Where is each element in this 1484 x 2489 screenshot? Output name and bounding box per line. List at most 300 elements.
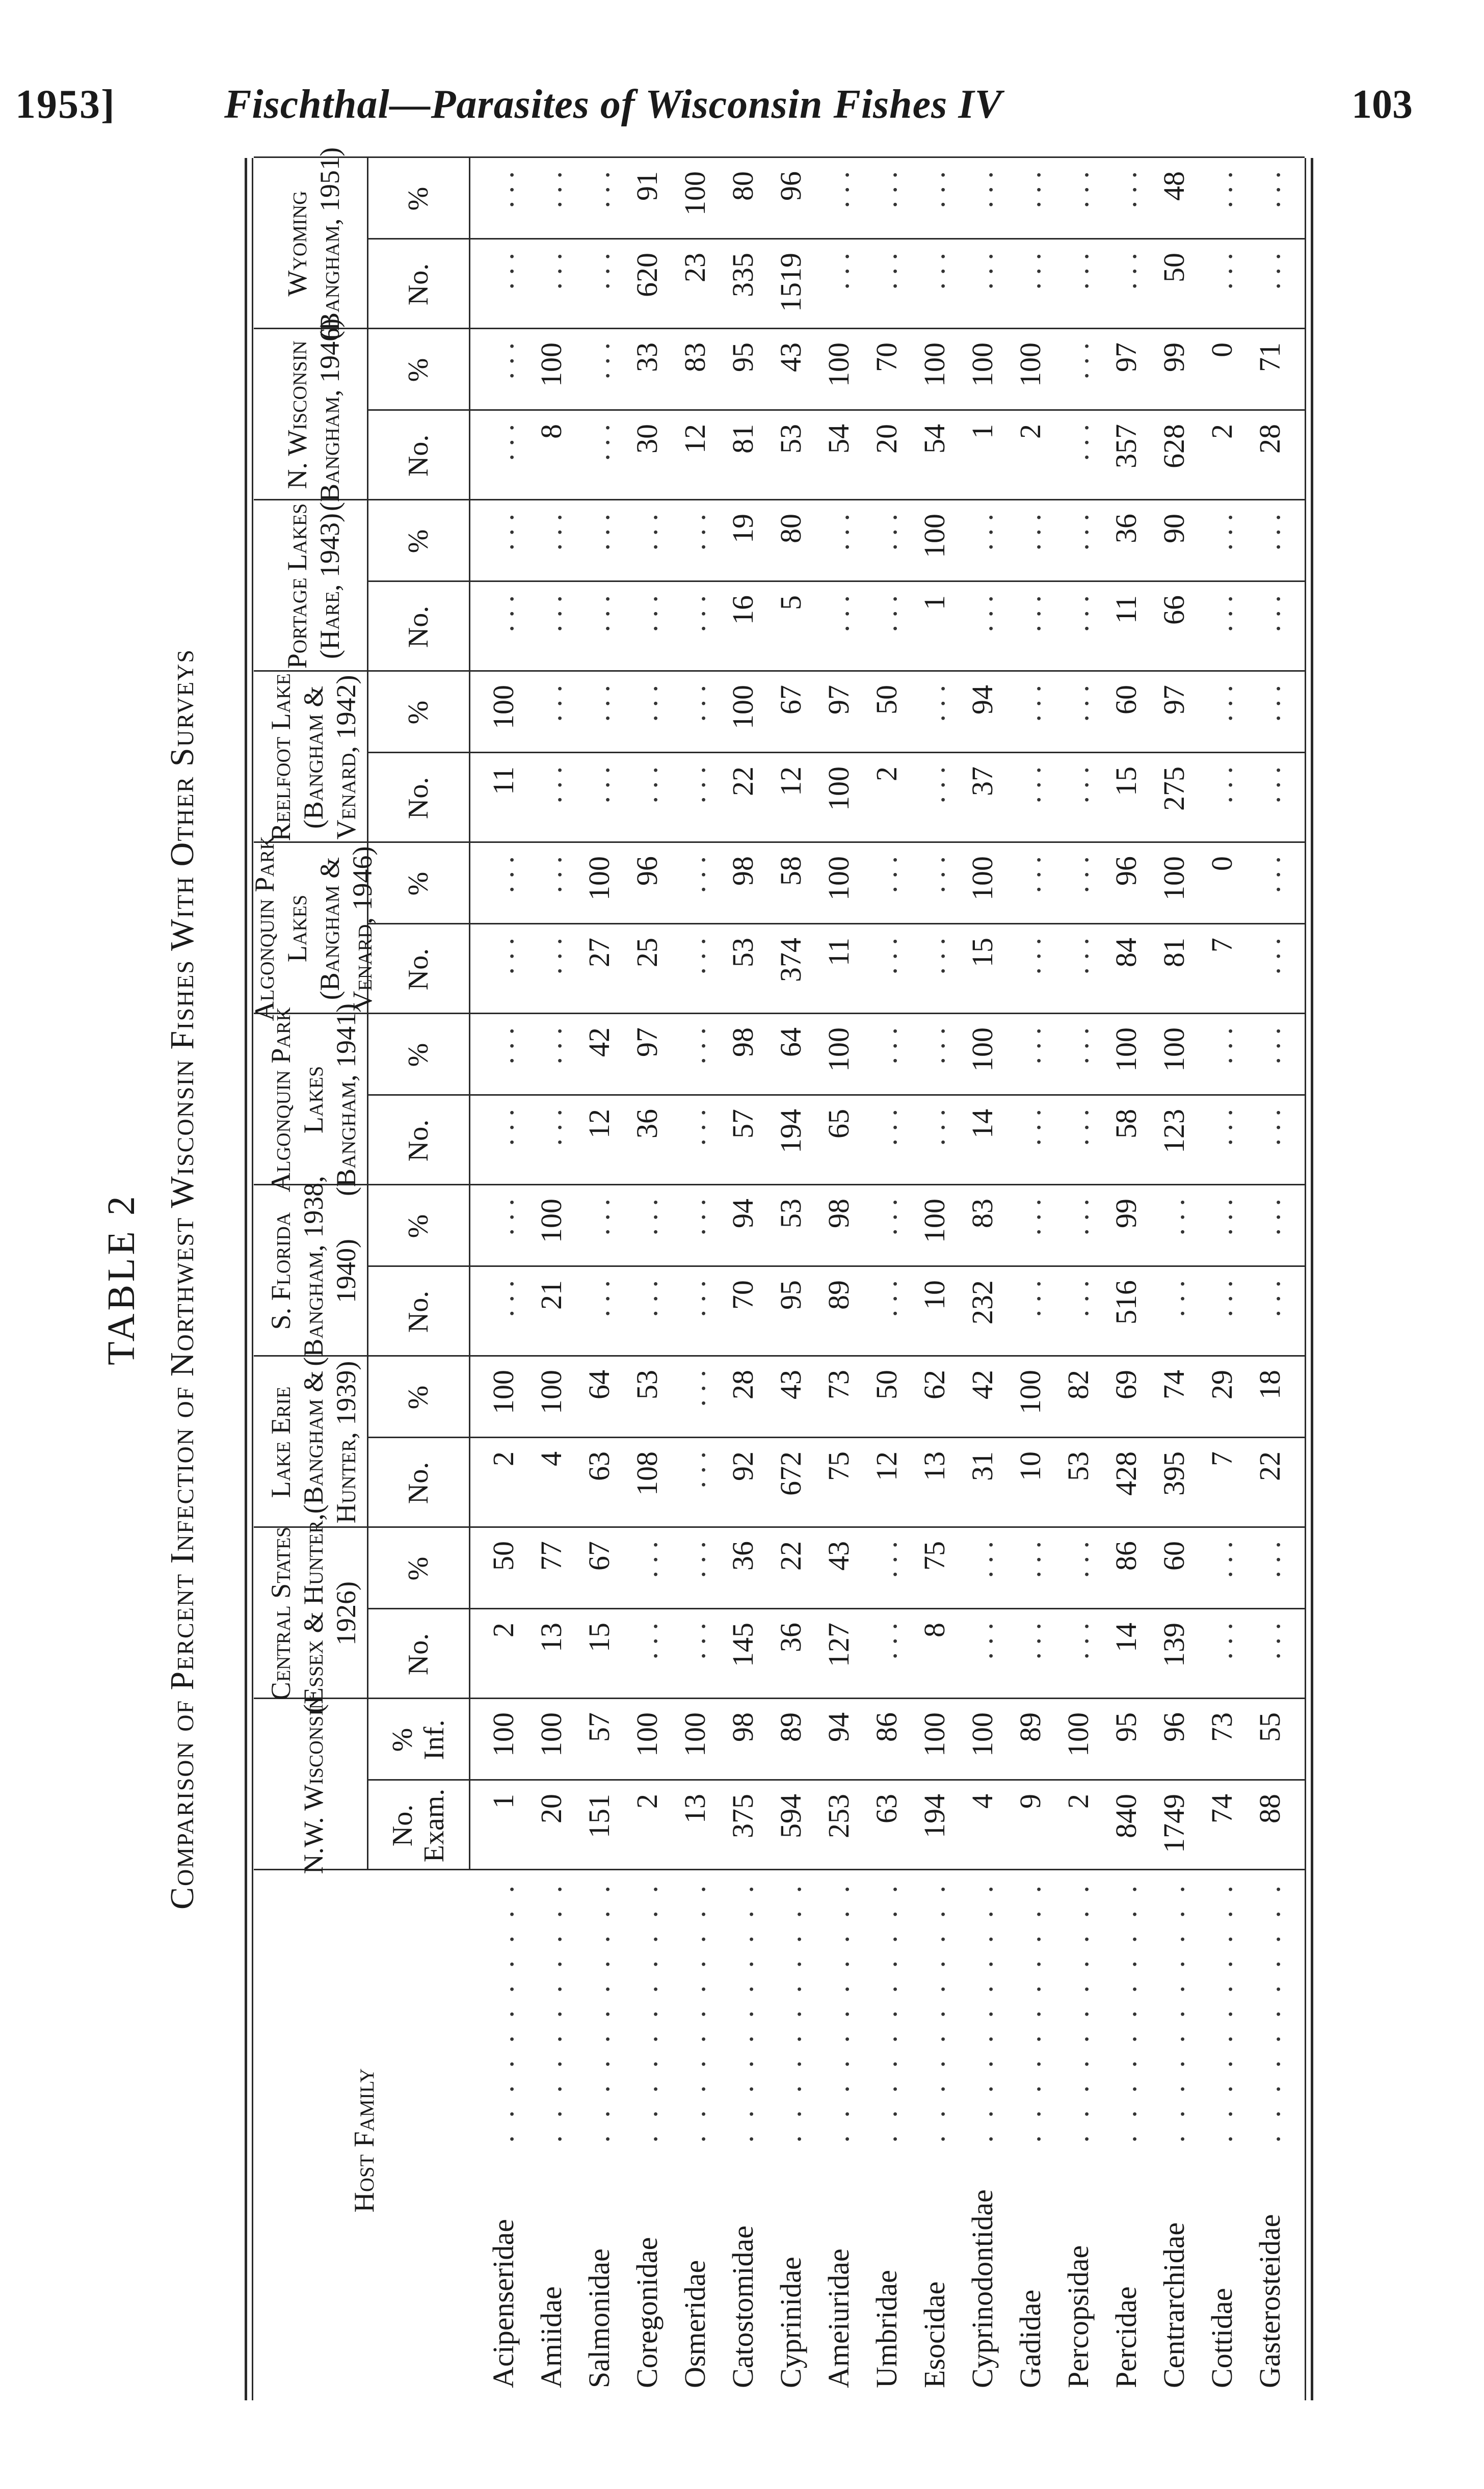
empty-cell-dots: . . . [870, 595, 903, 632]
percent-cell: 50 [870, 685, 903, 714]
percent-cell: 100 [1157, 856, 1190, 901]
percent-cell: 33 [630, 342, 664, 372]
percent-cell: 100 [966, 1712, 999, 1757]
percent-cell: 77 [535, 1541, 568, 1571]
host-family-name: Esocidae [918, 2281, 951, 2388]
count-cell: 1 [487, 1794, 520, 1809]
count-cell: 84 [1109, 938, 1143, 967]
empty-cell-dots: . . . [582, 253, 616, 290]
page-number: 103 [1352, 82, 1413, 127]
empty-cell-dots: . . . [966, 514, 999, 551]
subheader-text: % [403, 871, 434, 896]
percent-cell: 60 [1109, 685, 1143, 714]
empty-cell-dots: . . . [487, 171, 520, 208]
percent-cell: 100 [918, 1712, 951, 1757]
rotated-table-block [61, 147, 1315, 2400]
column-group-header [249, 836, 378, 1021]
percent-cell: 83 [678, 342, 711, 372]
count-cell: 7 [1205, 938, 1238, 952]
column-group-header [262, 1513, 364, 1714]
subheader-percent [370, 329, 467, 411]
empty-cell-dots: . . . [870, 1109, 903, 1146]
empty-cell-dots: . . . [870, 253, 903, 290]
empty-cell-dots: . . . [487, 514, 520, 551]
subheader-percent [370, 672, 467, 753]
empty-cell-dots: . . . [1062, 514, 1095, 551]
percent-cell: 73 [1205, 1712, 1238, 1742]
percent-cell: 100 [487, 685, 520, 729]
percent-cell: 82 [1062, 1370, 1095, 1399]
empty-cell-dots: . . . [1062, 685, 1095, 722]
count-cell: 53 [726, 938, 759, 967]
percent-cell: 96 [630, 856, 664, 886]
count-cell: 4 [535, 1451, 568, 1466]
percent-cell: 50 [487, 1541, 520, 1571]
table-caption: Comparison of Percent Infection of Northwest Wisconsin Fishes With Other Surveys [164, 649, 201, 1910]
count-cell: 20 [535, 1794, 568, 1823]
subheader-text: % [403, 358, 434, 382]
percent-cell: 100 [535, 1370, 568, 1414]
column-group-header-line: 1940) [331, 1239, 361, 1303]
count-cell: 108 [630, 1451, 664, 1496]
empty-cell-dots: . . . [678, 1109, 711, 1146]
empty-cell-dots: . . . [1253, 595, 1286, 632]
percent-cell: 22 [774, 1541, 807, 1571]
empty-cell-dots: . . . [1062, 253, 1095, 290]
column-group-header-line: Lakes [282, 894, 312, 963]
percent-cell: 60 [1157, 1541, 1190, 1571]
column-group-header-line: N. Wisconsin [282, 340, 312, 489]
empty-cell-dots: . . . [535, 856, 568, 893]
column-group-header [262, 147, 364, 340]
count-cell: 100 [822, 766, 855, 811]
percent-cell: 94 [726, 1199, 759, 1228]
percent-cell: 100 [487, 1370, 520, 1414]
subheader-no [370, 924, 467, 1014]
subheader-rule [469, 158, 470, 1870]
leader-dots: . . . . . . . . . . . [1205, 1881, 1238, 2143]
empty-cell-dots: . . . [1062, 1027, 1095, 1065]
empty-cell-dots: . . . [535, 766, 568, 804]
empty-cell-dots: . . . [487, 342, 520, 380]
count-cell: 10 [918, 1280, 951, 1310]
empty-cell-dots: . . . [678, 766, 711, 804]
subheader-text: No. [403, 1290, 434, 1333]
empty-cell-dots: . . . [918, 253, 951, 290]
percent-cell: 100 [535, 342, 568, 387]
count-cell: 12 [582, 1109, 616, 1138]
host-family-name: Gadidae [1014, 2289, 1047, 2388]
count-cell: 22 [1253, 1451, 1286, 1481]
column-group-header-line: Hunter, 1939) [331, 1361, 361, 1524]
empty-cell-dots: . . . [1062, 1109, 1095, 1146]
percent-cell: 96 [1109, 856, 1143, 886]
empty-cell-dots: . . . [1014, 1027, 1047, 1065]
empty-cell-dots: . . . [1253, 1541, 1286, 1578]
percent-cell: 50 [870, 1370, 903, 1399]
empty-cell-dots: . . . [678, 1199, 711, 1236]
empty-cell-dots: . . . [1253, 1623, 1286, 1660]
count-cell: 21 [535, 1280, 568, 1310]
empty-cell-dots: . . . [1157, 1280, 1190, 1317]
count-cell: 151 [582, 1794, 616, 1838]
percent-cell: 58 [774, 856, 807, 886]
host-family-name: Percidae [1109, 2286, 1143, 2388]
subheader-no [370, 753, 467, 843]
subheader-text: No. [403, 1119, 434, 1162]
host-family-name: Amiidae [535, 2286, 568, 2388]
percent-cell: 98 [726, 1712, 759, 1742]
count-cell: 54 [918, 424, 951, 454]
empty-cell-dots: . . . [1014, 1199, 1047, 1236]
empty-cell-dots: . . . [535, 1027, 568, 1065]
subheader-percent [370, 1185, 467, 1267]
empty-cell-dots: . . . [1205, 1199, 1238, 1236]
empty-cell-dots: . . . [535, 1109, 568, 1146]
count-cell: 395 [1157, 1451, 1190, 1496]
subheader-percent [370, 1528, 467, 1609]
empty-cell-dots: . . . [487, 1109, 520, 1146]
empty-cell-dots: . . . [918, 938, 951, 975]
count-cell: 53 [1062, 1451, 1095, 1481]
empty-cell-dots: . . . [1253, 171, 1286, 208]
empty-cell-dots: . . . [678, 1451, 711, 1489]
count-cell: 2 [1062, 1794, 1095, 1809]
empty-cell-dots: . . . [1014, 856, 1047, 893]
empty-cell-dots: . . . [582, 514, 616, 551]
count-cell: 4 [966, 1794, 999, 1809]
count-cell: 22 [726, 766, 759, 796]
empty-cell-dots: . . . [487, 1280, 520, 1317]
empty-cell-dots: . . . [487, 938, 520, 975]
percent-cell: 100 [678, 171, 711, 216]
subheader-percent [370, 1699, 467, 1781]
empty-cell-dots: . . . [966, 171, 999, 208]
percent-cell: 100 [1062, 1712, 1095, 1757]
empty-cell-dots: . . . [535, 514, 568, 551]
count-cell: 53 [774, 424, 807, 454]
empty-cell-dots: . . . [535, 685, 568, 722]
empty-cell-dots: . . . [630, 1280, 664, 1317]
subheader-text: No. [403, 777, 434, 819]
empty-cell-dots: . . . [1205, 1280, 1238, 1317]
subheader-text: Inf. [418, 1719, 450, 1760]
empty-cell-dots: . . . [487, 1027, 520, 1065]
empty-cell-dots: . . . [870, 1027, 903, 1065]
empty-cell-dots: . . . [1062, 1541, 1095, 1578]
count-cell: 81 [1157, 938, 1190, 967]
leader-dots: . . . . . . . . . . . [1253, 1881, 1286, 2143]
count-cell: 16 [726, 595, 759, 625]
leader-dots: . . . . . . . . . . . [822, 1881, 855, 2143]
subheader-text: Exam. [418, 1788, 450, 1863]
percent-cell: 83 [966, 1199, 999, 1228]
leader-dots: . . . . . . . . . . . [678, 1881, 711, 2143]
empty-cell-dots: . . . [1014, 514, 1047, 551]
empty-cell-dots: . . . [1014, 685, 1047, 722]
count-cell: 123 [1157, 1109, 1190, 1153]
percent-cell: 89 [774, 1712, 807, 1742]
percent-cell: 69 [1109, 1370, 1143, 1399]
percent-cell: 55 [1253, 1712, 1286, 1742]
subheader-text: % [403, 1214, 434, 1238]
percent-cell: 100 [678, 1712, 711, 1757]
count-cell: 253 [822, 1794, 855, 1838]
host-family-name: Cottidae [1205, 2288, 1238, 2388]
count-cell: 70 [726, 1280, 759, 1310]
count-cell: 88 [1253, 1794, 1286, 1823]
percent-cell: 100 [966, 1027, 999, 1072]
count-cell: 23 [678, 253, 711, 282]
empty-cell-dots: . . . [918, 766, 951, 804]
empty-cell-dots: . . . [1014, 595, 1047, 632]
percent-cell: 0 [1205, 342, 1238, 357]
leader-dots: . . . . . . . . . . . [1062, 1881, 1095, 2143]
empty-cell-dots: . . . [918, 171, 951, 208]
percent-cell: 0 [1205, 856, 1238, 871]
percent-cell: 43 [774, 1370, 807, 1399]
percent-cell: 42 [966, 1370, 999, 1399]
empty-cell-dots: . . . [1014, 1623, 1047, 1660]
empty-cell-dots: . . . [630, 685, 664, 722]
subheader-text: % [403, 1556, 434, 1581]
count-cell: 20 [870, 424, 903, 454]
count-cell: 65 [822, 1109, 855, 1138]
empty-cell-dots: . . . [487, 1199, 520, 1236]
empty-cell-dots: . . . [1062, 342, 1095, 380]
empty-cell-dots: . . . [1062, 766, 1095, 804]
count-cell: 58 [1109, 1109, 1143, 1138]
empty-cell-dots: . . . [487, 424, 520, 461]
host-family-header: Host Family [349, 2068, 380, 2213]
empty-cell-dots: . . . [1205, 253, 1238, 290]
empty-cell-dots: . . . [678, 856, 711, 893]
percent-cell: 53 [630, 1370, 664, 1399]
count-cell: 12 [774, 766, 807, 796]
count-cell: 2 [630, 1794, 664, 1809]
count-cell: 2 [487, 1623, 520, 1637]
count-cell: 357 [1109, 424, 1143, 468]
count-cell: 30 [630, 424, 664, 454]
percent-cell: 100 [487, 1712, 520, 1757]
top-rule-2 [252, 158, 253, 2400]
empty-cell-dots: . . . [1014, 938, 1047, 975]
empty-cell-dots: . . . [678, 1541, 711, 1578]
percent-cell: 100 [726, 685, 759, 729]
count-cell: 63 [582, 1451, 616, 1481]
percent-cell: 100 [918, 342, 951, 387]
empty-cell-dots: . . . [678, 595, 711, 632]
percent-cell: 100 [535, 1199, 568, 1243]
percent-cell: 100 [1157, 1027, 1190, 1072]
host-family-name: Centrarchidae [1157, 2222, 1190, 2388]
empty-cell-dots: . . . [630, 514, 664, 551]
host-family-name: Percopsidae [1062, 2245, 1095, 2388]
count-cell: 5 [774, 595, 807, 610]
percent-cell: 100 [822, 856, 855, 901]
leader-dots: . . . . . . . . . . . [726, 1881, 759, 2143]
count-cell: 10 [1014, 1451, 1047, 1481]
empty-cell-dots: . . . [678, 1280, 711, 1317]
subheader-no [370, 1438, 467, 1528]
percent-cell: 95 [726, 342, 759, 372]
count-cell: 374 [774, 938, 807, 982]
column-group-header-line: 1926) [331, 1581, 361, 1646]
percent-cell: 94 [966, 685, 999, 714]
column-group-header-line: S. Florida [266, 1212, 296, 1330]
leader-dots: . . . . . . . . . . . [774, 1881, 807, 2143]
empty-cell-dots: . . . [678, 514, 711, 551]
subheader-no [370, 411, 467, 500]
percent-cell: 100 [966, 856, 999, 901]
bottom-rule-1 [1305, 158, 1306, 2400]
count-cell: 11 [487, 766, 520, 795]
column-group-header [262, 1176, 364, 1366]
subheader-no [370, 1096, 467, 1185]
column-group-header [262, 1357, 364, 1528]
host-family-name: Salmonidae [582, 2248, 616, 2388]
running-head-year: 1953] [15, 82, 116, 127]
count-cell: 8 [535, 424, 568, 439]
count-cell: 54 [822, 424, 855, 454]
percent-cell: 67 [774, 685, 807, 714]
percent-cell: 75 [918, 1541, 951, 1571]
count-cell: 9 [1014, 1794, 1047, 1809]
count-cell: 75 [822, 1451, 855, 1481]
count-cell: 1 [918, 595, 951, 610]
empty-cell-dots: . . . [1205, 685, 1238, 722]
count-cell: 7 [1205, 1451, 1238, 1466]
empty-cell-dots: . . . [678, 938, 711, 975]
count-cell: 428 [1109, 1451, 1143, 1496]
empty-cell-dots: . . . [1205, 1623, 1238, 1660]
host-family-name: Gasterosteidae [1253, 2214, 1286, 2388]
empty-cell-dots: . . . [870, 171, 903, 208]
subheader-text: No. [403, 948, 434, 991]
count-cell: 620 [630, 253, 664, 297]
empty-cell-dots: . . . [1014, 1541, 1047, 1578]
column-group-header-line: Venard, 1946) [347, 846, 378, 1011]
host-family-name: Coregonidae [630, 2237, 664, 2388]
leader-dots: . . . . . . . . . . . [870, 1881, 903, 2143]
empty-cell-dots: . . . [966, 253, 999, 290]
percent-cell: 53 [774, 1199, 807, 1228]
host-family-name: Cyprinidae [774, 2257, 807, 2388]
percent-cell: 100 [582, 856, 616, 901]
empty-cell-dots: . . . [678, 1027, 711, 1065]
percent-cell: 36 [1109, 514, 1143, 543]
count-cell: 63 [870, 1794, 903, 1823]
empty-cell-dots: . . . [918, 856, 951, 893]
empty-cell-dots: . . . [966, 595, 999, 632]
count-cell: 36 [774, 1623, 807, 1652]
count-cell: 57 [726, 1109, 759, 1138]
empty-cell-dots: . . . [1205, 514, 1238, 551]
count-cell: 12 [678, 424, 711, 454]
count-cell: 2 [1205, 424, 1238, 439]
empty-cell-dots: . . . [1109, 171, 1143, 208]
empty-cell-dots: . . . [582, 766, 616, 804]
count-cell: 15 [1109, 766, 1143, 796]
percent-cell: 89 [1014, 1712, 1047, 1742]
column-group-header-line: Lakes [298, 1066, 329, 1134]
empty-cell-dots: . . . [1205, 171, 1238, 208]
count-cell: 672 [774, 1451, 807, 1496]
subheader-text: No. [387, 1804, 418, 1847]
column-group-header [262, 319, 364, 511]
empty-cell-dots: . . . [1205, 1109, 1238, 1146]
empty-cell-dots: . . . [1062, 1280, 1095, 1317]
subheader-no [370, 582, 467, 672]
percent-cell: 86 [870, 1712, 903, 1742]
percent-cell: 86 [1109, 1541, 1143, 1571]
empty-cell-dots: . . . [487, 856, 520, 893]
empty-cell-dots: . . . [678, 1623, 711, 1660]
percent-cell: 62 [918, 1370, 951, 1399]
host-family-name: Cyprinodontidae [966, 2189, 999, 2388]
count-cell: 50 [1157, 253, 1190, 282]
percent-cell: 97 [1109, 342, 1143, 372]
subheader-percent [370, 158, 467, 240]
empty-cell-dots: . . . [1253, 253, 1286, 290]
subheader-text: No. [403, 1462, 434, 1504]
empty-cell-dots: . . . [822, 253, 855, 290]
empty-cell-dots: . . . [1253, 685, 1286, 722]
subheader-text: No. [403, 263, 434, 306]
column-group-header-line: (Bangham, 1951) [314, 147, 345, 340]
empty-cell-dots: . . . [870, 1199, 903, 1236]
leader-dots: . . . . . . . . . . . [487, 1881, 520, 2143]
column-group-header-line: Portage Lakes [282, 503, 312, 669]
count-cell: 232 [966, 1280, 999, 1325]
empty-cell-dots: . . . [630, 1199, 664, 1236]
subheader-text: % [403, 1043, 434, 1067]
percent-cell: 43 [822, 1541, 855, 1571]
count-cell: 25 [630, 938, 664, 967]
count-cell: 275 [1157, 766, 1190, 811]
subheader-text: % [403, 529, 434, 553]
percent-cell: 96 [774, 171, 807, 201]
empty-cell-dots: . . . [630, 766, 664, 804]
count-cell: 335 [726, 253, 759, 297]
percent-cell: 96 [1157, 1712, 1190, 1742]
count-cell: 628 [1157, 424, 1190, 468]
percent-cell: 67 [582, 1541, 616, 1571]
count-cell: 840 [1109, 1794, 1143, 1838]
empty-cell-dots: . . . [487, 253, 520, 290]
leader-dots: . . . . . . . . . . . [630, 1881, 664, 2143]
percent-cell: 42 [582, 1027, 616, 1057]
count-cell: 89 [822, 1280, 855, 1310]
count-cell: 11 [822, 938, 855, 966]
count-cell: 81 [726, 424, 759, 454]
percent-cell: 80 [726, 171, 759, 201]
leader-dots: . . . . . . . . . . . [1157, 1881, 1190, 2143]
empty-cell-dots: . . . [1205, 1541, 1238, 1578]
leader-dots: . . . . . . . . . . . [918, 1881, 951, 2143]
percent-cell: 29 [1205, 1370, 1238, 1399]
count-cell: 2 [870, 766, 903, 781]
percent-cell: 74 [1157, 1370, 1190, 1399]
column-group-header-line: (Bangham & [298, 685, 329, 829]
column-group-header-line: Algonquin Park [266, 1007, 296, 1193]
count-cell: 66 [1157, 595, 1190, 625]
count-cell: 516 [1109, 1280, 1143, 1325]
empty-cell-dots: . . . [870, 1280, 903, 1317]
table-label: TABLE 2 [100, 1193, 143, 1365]
percent-cell: 48 [1157, 171, 1190, 201]
count-cell: 2 [1014, 424, 1047, 439]
